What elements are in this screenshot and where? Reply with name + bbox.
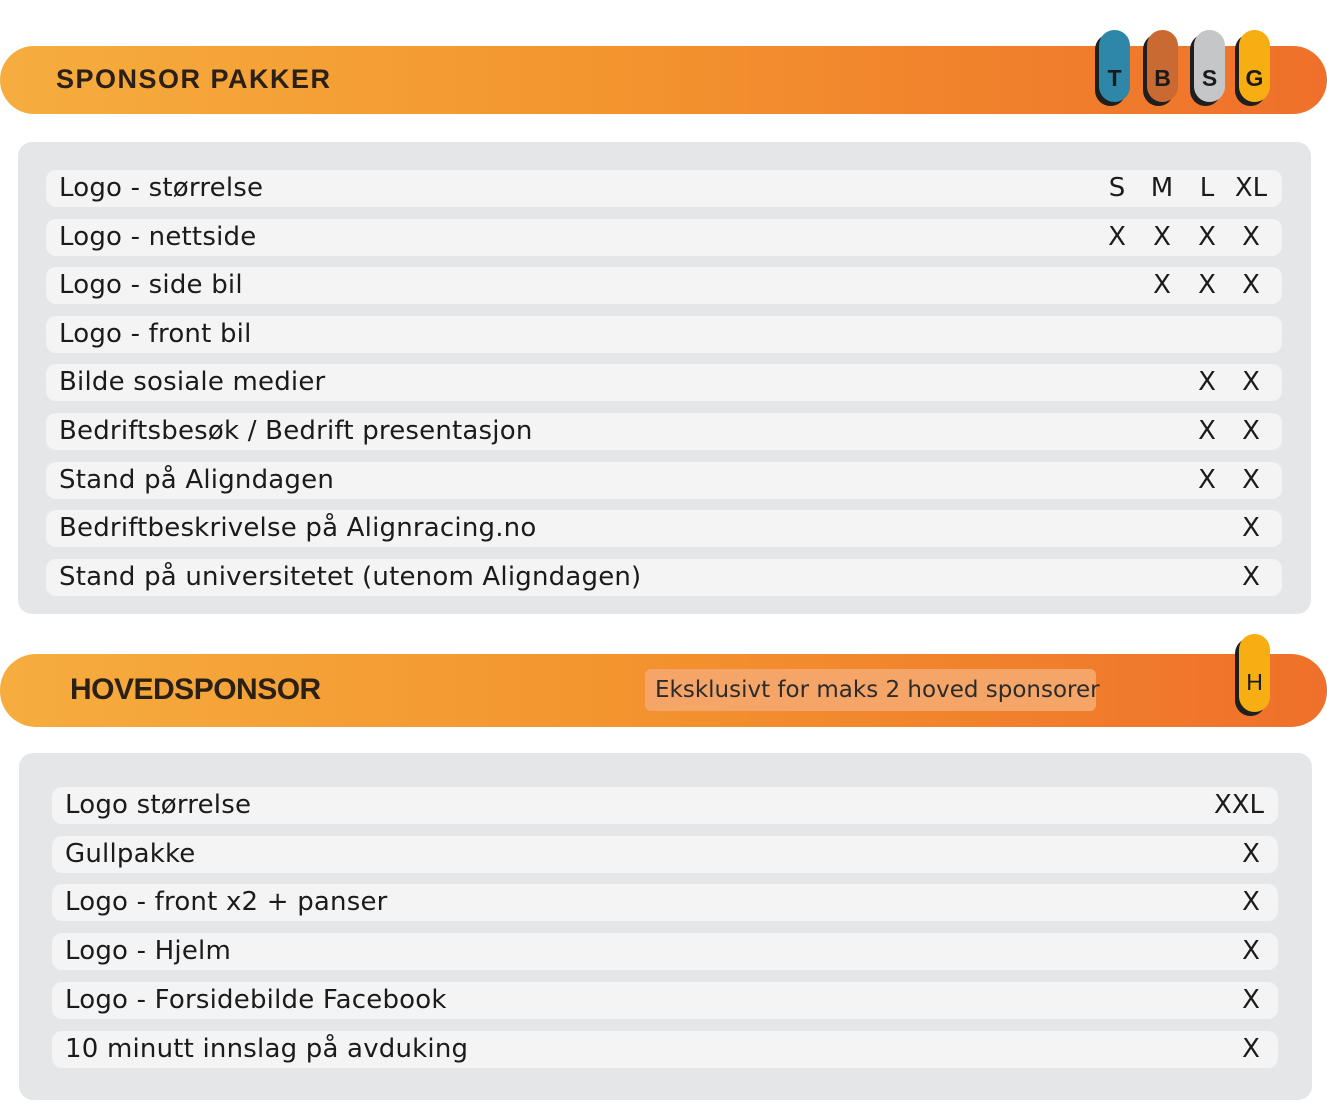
table-row: [52, 836, 1278, 873]
sponsor-packages-table: [18, 142, 1311, 614]
exclusive-note: Eksklusivt for maks 2 hoved sponsorer: [645, 669, 1096, 711]
main-sponsor-table: [19, 753, 1312, 1100]
row-label: Bedriftsbesøk / Bedrift presentasjon: [59, 416, 533, 446]
tab-h[interactable]: H: [1239, 634, 1270, 712]
row-mark: X: [1153, 222, 1171, 252]
row-mark: X: [1198, 222, 1216, 252]
row-mark: S: [1108, 173, 1126, 203]
table-row: [46, 510, 1282, 547]
row-value: X: [1242, 1034, 1260, 1064]
row-mark: X: [1198, 465, 1216, 495]
table-row: [46, 316, 1282, 353]
tab-t[interactable]: T: [1099, 30, 1130, 102]
table-row: [46, 267, 1282, 304]
row-label: Bedriftbeskrivelse på Alignracing.no: [59, 513, 537, 543]
sponsor-packages-title: SPONSOR PAKKER: [56, 64, 332, 94]
row-label: Logo - nettside: [59, 222, 257, 252]
row-label: Gullpakke: [65, 839, 196, 869]
row-mark: L: [1199, 173, 1215, 203]
row-value: X: [1242, 839, 1260, 869]
row-mark: X: [1242, 513, 1260, 543]
row-label: Stand på Aligndagen: [59, 465, 335, 495]
tab-s[interactable]: S: [1194, 30, 1225, 102]
table-row: [52, 982, 1278, 1019]
row-mark: X: [1242, 222, 1260, 252]
row-value: X: [1242, 887, 1260, 917]
table-row: [52, 1031, 1278, 1068]
row-label: Logo - størrelse: [59, 173, 264, 203]
row-mark: X: [1153, 270, 1171, 300]
row-value: X: [1242, 985, 1260, 1015]
table-row: [52, 884, 1278, 921]
table-row: [46, 413, 1282, 450]
row-label: Stand på universitetet (utenom Aligndagen): [59, 562, 642, 592]
row-mark: X: [1108, 222, 1126, 252]
row-mark: X: [1242, 465, 1260, 495]
main-sponsor-title: HOVEDSPONSOR: [70, 673, 321, 706]
row-label: 10 minutt innslag på avduking: [65, 1034, 469, 1064]
row-mark: X: [1198, 367, 1216, 397]
row-label: Logo - Hjelm: [65, 936, 231, 966]
table-row: [46, 364, 1282, 401]
row-mark: X: [1198, 416, 1216, 446]
table-row: [46, 170, 1282, 207]
row-value: X: [1242, 936, 1260, 966]
row-label: Logo - Forsidebilde Facebook: [65, 985, 447, 1015]
row-mark: XL: [1234, 173, 1268, 203]
table-row: [52, 933, 1278, 970]
row-label: Logo størrelse: [65, 790, 252, 820]
table-row: [46, 219, 1282, 256]
row-label: Logo - front x2 + panser: [65, 887, 388, 917]
table-row: [52, 787, 1278, 824]
row-mark: X: [1242, 562, 1260, 592]
tab-b[interactable]: B: [1147, 30, 1178, 102]
row-label: Logo - front bil: [59, 319, 252, 349]
table-row: [46, 559, 1282, 596]
row-mark: M: [1150, 173, 1174, 203]
main-sponsor-banner: [0, 654, 1327, 727]
row-mark: X: [1242, 416, 1260, 446]
row-value: XXL: [1213, 790, 1265, 820]
table-row: [46, 462, 1282, 499]
row-label: Logo - side bil: [59, 270, 243, 300]
row-mark: X: [1242, 367, 1260, 397]
row-mark: X: [1198, 270, 1216, 300]
sponsor-packages-banner: [0, 46, 1327, 114]
row-label: Bilde sosiale medier: [59, 367, 326, 397]
row-mark: X: [1242, 270, 1260, 300]
tab-g[interactable]: G: [1239, 30, 1270, 102]
